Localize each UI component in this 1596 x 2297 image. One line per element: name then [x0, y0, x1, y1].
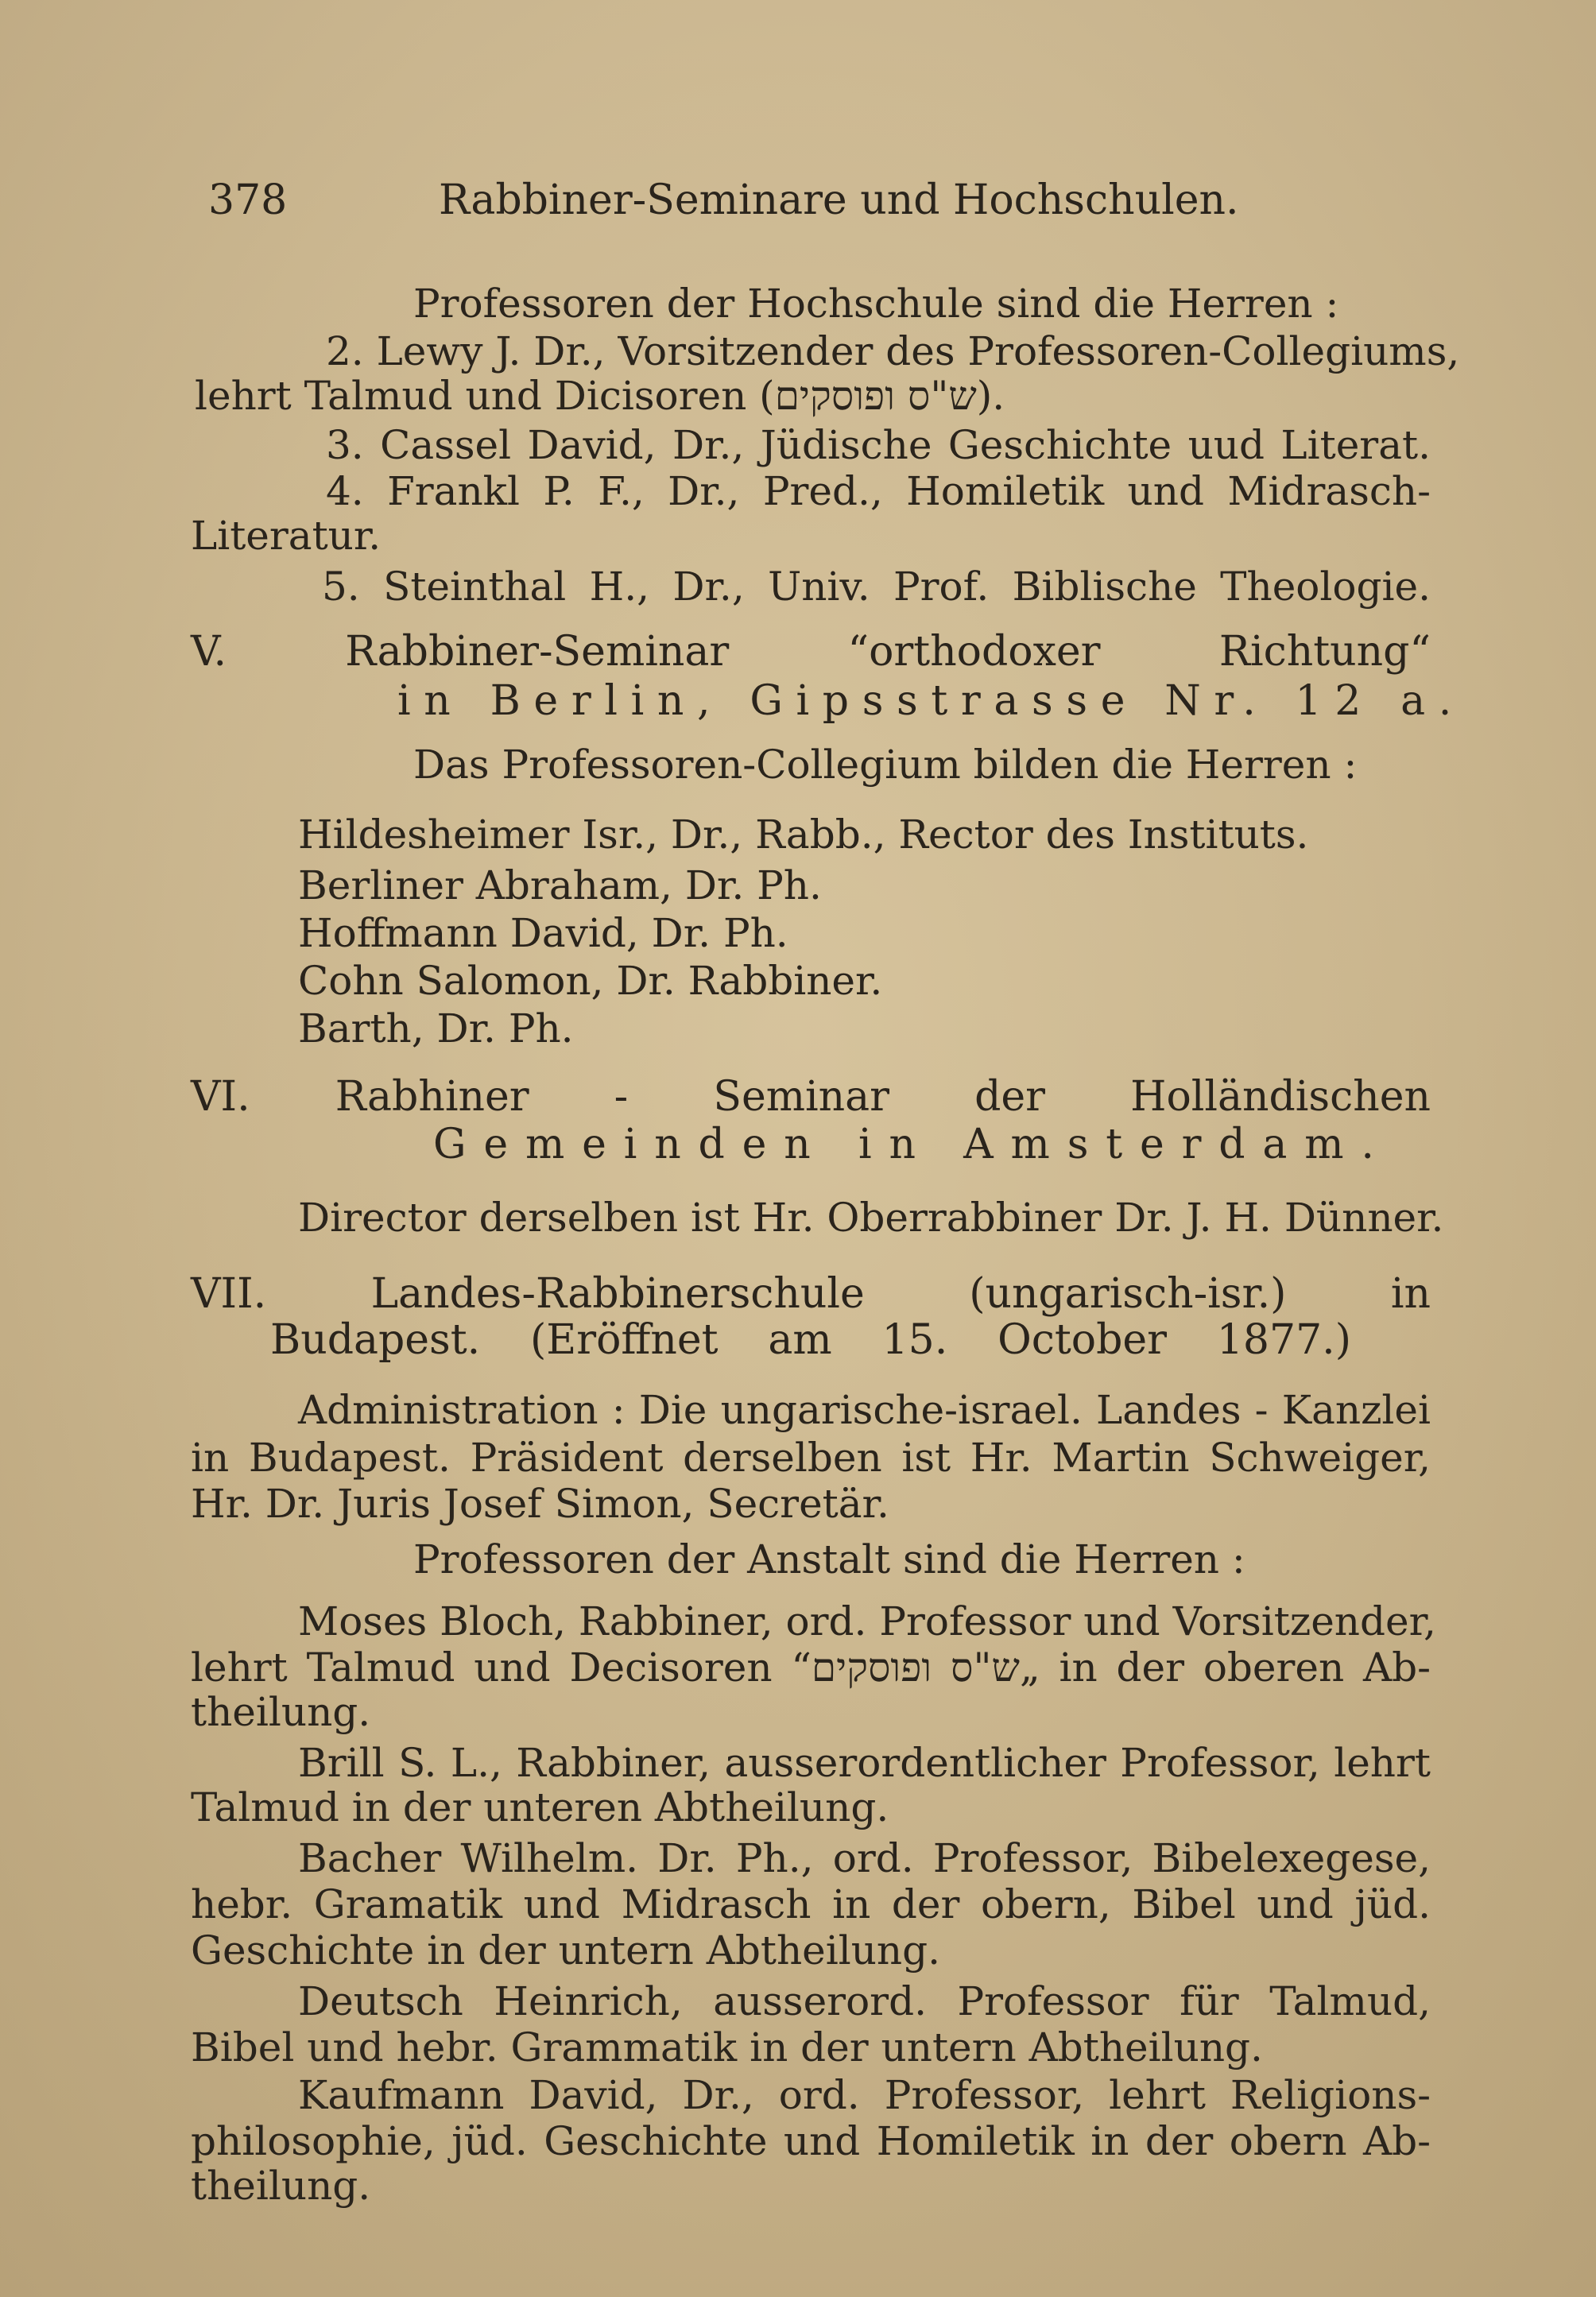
text-line-bloch-end: theilung. [191, 1689, 371, 1735]
text-line-kaufmann: Kaufmann David, Dr., ord. Professor, lehrt Religions- [298, 2072, 1431, 2118]
text-line-berliner: Berliner Abraham, Dr. Ph. [298, 862, 822, 908]
text-line-bacher-cont: hebr. Gramatik und Midrasch in der obern, Bibel und jüd. [191, 1881, 1431, 1927]
text-line-barth: Barth, Dr. Ph. [298, 1005, 574, 1052]
text-line-deutsch-cont: Bibel und hebr. Grammatik in der untern Abtheilung. [191, 2024, 1263, 2070]
text-line-bloch: Moses Bloch, Rabbiner, ord. Professor und Vorsitzender, [298, 1598, 1436, 1644]
text-line-bloch-cont: lehrt Talmud und Decisoren “ש"ס ופוסקים„ in der oberen Ab- [191, 1644, 1431, 1691]
section-heading-v-cont: in Berlin, Gipsstrasse Nr. 12 a. [397, 677, 1465, 725]
text-line-cassel: 3. Cassel David, Dr., Jüdische Geschichte uud Literat. [326, 422, 1431, 468]
page-number: 378 [208, 176, 288, 224]
text-line-hoffmann: Hoffmann David, Dr. Ph. [298, 910, 788, 956]
text-line-lewy: 2. Lewy J. Dr., Vorsitzender des Professoren-Collegiums, [326, 328, 1460, 374]
text-line-director-duenner: Director derselben ist Hr. Oberrabbiner Dr. J. H. Dünner. [298, 1195, 1444, 1241]
text-line-frankl: 4. Frankl P. F., Dr., Pred., Homiletik und Midrasch- [326, 468, 1431, 514]
text-line-professoren-anstalt: Professoren der Anstalt sind die Herren : [413, 1536, 1245, 1582]
text-line-brill: Brill S. L., Rabbiner, ausserordentlicher Professor, lehrt [298, 1740, 1431, 1786]
text-line-frankl-cont: Literatur. [191, 513, 382, 559]
text-line-cohn: Cohn Salomon, Dr. Rabbiner. [298, 958, 883, 1004]
text-line-lewy-cont: lehrt Talmud und Dicisoren (ש"ס ופוסקים). [195, 373, 1005, 419]
text-line-bacher: Bacher Wilhelm. Dr. Ph., ord. Professor, Bibelexegese, [298, 1835, 1431, 1881]
text-line-bacher-end: Geschichte in der untern Abtheilung. [191, 1927, 941, 1974]
text-line-kaufmann-cont: philosophie, jüd. Geschichte und Homiletik in der obern Ab- [191, 2118, 1431, 2164]
text-line-professoren-hochschule: Professoren der Hochschule sind die Herren : [413, 281, 1339, 327]
text-line-kaufmann-end: theilung. [191, 2163, 371, 2209]
section-heading-v: V. Rabbiner-Seminar “orthodoxer Richtung“ [191, 628, 1431, 676]
text-line-brill-cont: Talmud in der unteren Abtheilung. [191, 1784, 889, 1830]
text-line-deutsch: Deutsch Heinrich, ausserord. Professor für Talmud, [298, 1978, 1431, 2024]
text-line-hildesheimer: Hildesheimer Isr., Dr., Rabb., Rector des Instituts. [298, 812, 1309, 858]
text-line-collegium-berlin: Das Professoren-Collegium bilden die Herren : [413, 742, 1358, 788]
section-heading-vii: VII. Landes-Rabbinerschule (ungarisch-isr.) in [191, 1270, 1431, 1318]
text-line-praesident: in Budapest. Präsident derselben ist Hr. Martin Schweiger, [191, 1435, 1431, 1481]
section-heading-vi-cont: Gemeinden in Amsterdam. [433, 1121, 1392, 1168]
text-line-secretaer: Hr. Dr. Juris Josef Simon, Secretär. [191, 1481, 889, 1527]
text-line-steinthal: 5. Steinthal H., Dr., Univ. Prof. Biblische Theologie. [322, 564, 1431, 610]
text-line-administration: Administration : Die ungarische-israel. Landes - Kanzlei [298, 1387, 1431, 1433]
section-heading-vi: VI. Rabhiner - Seminar der Holländischen [191, 1073, 1431, 1121]
running-title: Rabbiner-Seminare und Hochschulen. [439, 176, 1239, 224]
section-heading-vii-cont: Budapest. (Eröffnet am 15. October 1877.) [270, 1316, 1351, 1364]
